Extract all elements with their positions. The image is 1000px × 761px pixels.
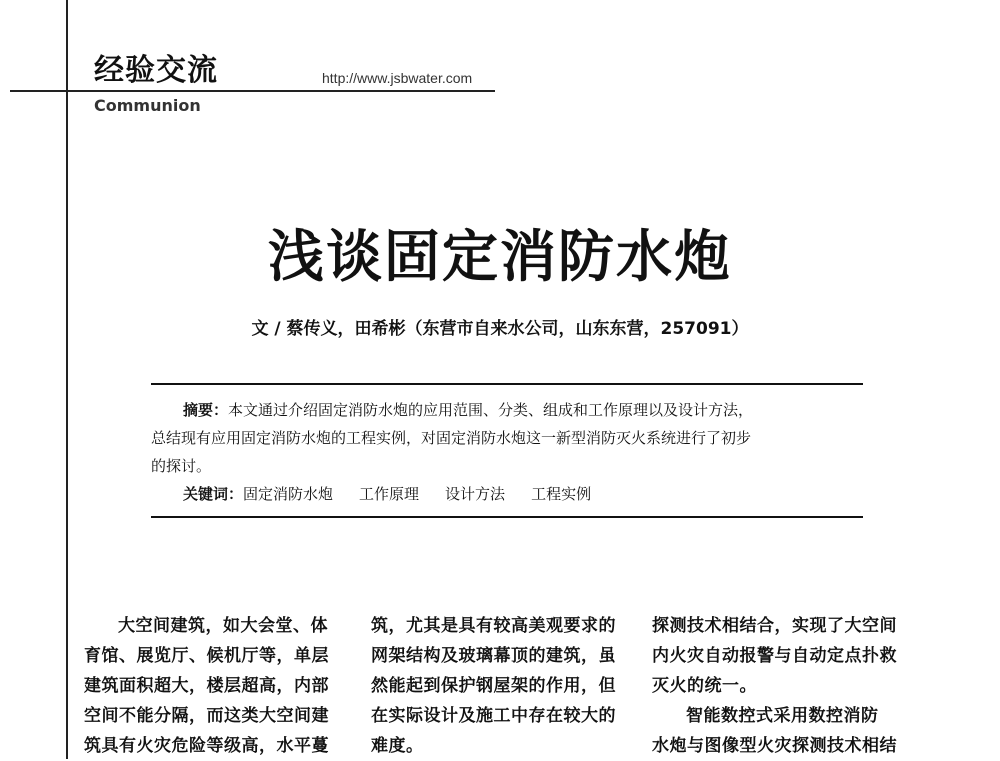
body-line: 在实际设计及施工中存在较大的 [371, 706, 616, 726]
article-title: 浅谈固定消防水炮 [268, 224, 732, 290]
header-horizontal-rule [10, 90, 495, 92]
body-line: 筑，尤其是具有较高美观要求的 [371, 616, 616, 636]
body-line: 网架结构及玻璃幕顶的建筑，虽 [371, 646, 616, 666]
body-line: 水炮与图像型火灾探测技术相结 [652, 736, 897, 756]
keyword: 固定消防水炮 [243, 485, 334, 503]
body-line: 建筑面积超大，楼层超高，内部 [84, 676, 329, 696]
body-line: 内火灾自动报警与自动定点扑救 [652, 646, 897, 666]
abstract-label: 摘要： [183, 401, 229, 419]
abstract-top-rule [151, 383, 863, 385]
body-column-2 [371, 611, 641, 761]
margin-vertical-rule [66, 0, 68, 759]
abstract-block [151, 396, 863, 508]
body-line: 探测技术相结合，实现了大空间 [652, 616, 897, 636]
body-line: 大空间建筑，如大会堂、体 [118, 616, 328, 636]
abstract-line-3: 的探讨。 [151, 457, 212, 475]
body-line: 育馆、展览厅、候机厅等，单层 [84, 646, 329, 666]
abstract-line-2: 总结现有应用固定消防水炮的工程实例，对固定消防水炮这一新型消防灭火系统进行了初步 [151, 429, 752, 447]
article-byline: 文 / 蔡传义，田希彬（东营市自来水公司，山东东营，257091） [251, 319, 749, 339]
body-column-3 [652, 611, 922, 761]
body-line: 难度。 [371, 736, 424, 756]
journal-url[interactable]: http://www.jsbwater.com [322, 70, 473, 86]
keywords-line [151, 480, 863, 508]
body-line: 智能数控式采用数控消防 [686, 706, 879, 726]
body-line: 空间不能分隔，而这类大空间建 [84, 706, 329, 726]
keyword: 工作原理 [359, 485, 420, 503]
keyword: 工程实例 [531, 485, 592, 503]
section-subtitle-en: Communion [94, 96, 201, 115]
abstract-line-1: 摘要：本文通过介绍固定消防水炮的应用范围、分类、组成和工作原理以及设计方法， [183, 401, 754, 419]
body-line: 筑具有火灾危险等级高，水平蔓 [84, 736, 329, 756]
keyword: 设计方法 [445, 485, 506, 503]
section-title: 经验交流 [94, 53, 218, 88]
body-column-1 [84, 611, 354, 761]
abstract-bottom-rule [151, 516, 863, 518]
body-line: 灭火的统一。 [652, 676, 757, 696]
body-line: 然能起到保护钢屋架的作用，但 [371, 676, 616, 696]
keywords-label: 关键词： [183, 485, 244, 503]
